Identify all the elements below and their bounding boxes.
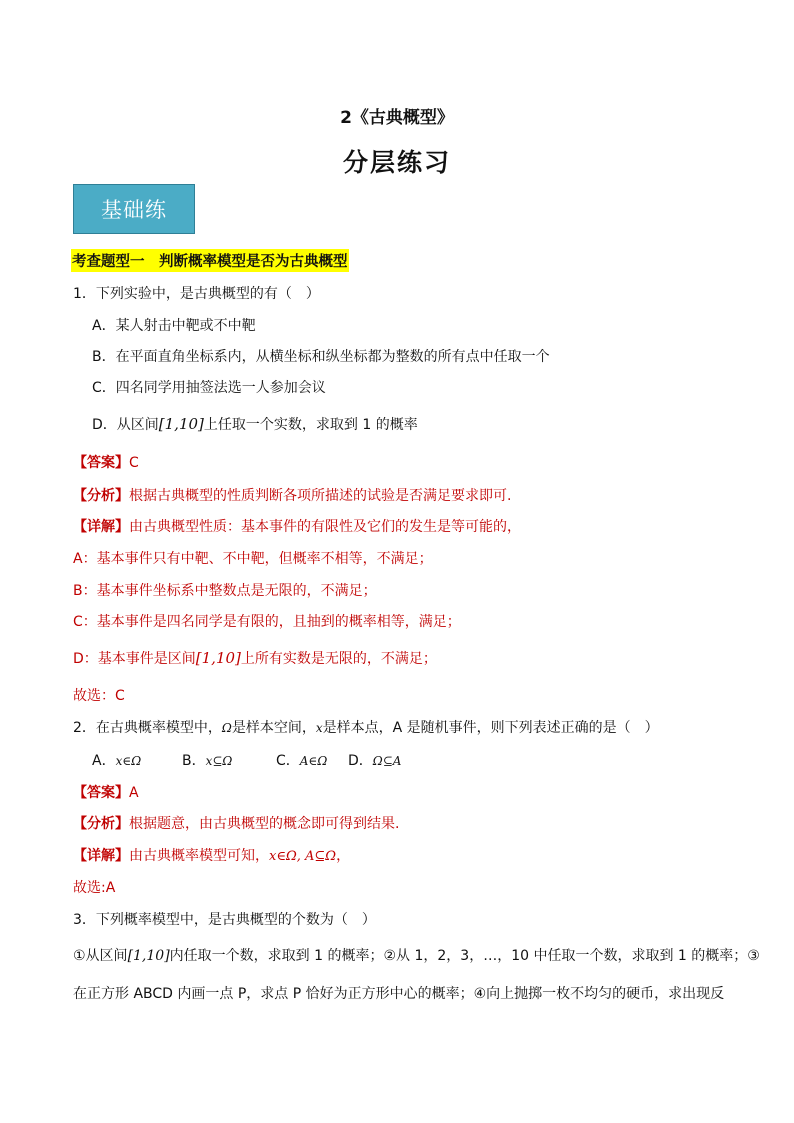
q1-answer (73, 452, 139, 472)
q1-line-d-prefix: D：基本事件是区间 (73, 651, 196, 667)
q1-stem: 1．下列实验中，是古典概型的有（ ） (73, 286, 320, 302)
q3-line-1 (73, 945, 760, 965)
q2-stem (73, 717, 659, 737)
section-heading: 考查题型一 判断概率模型是否为古典概型 (71, 249, 349, 272)
lesson-title: 2《古典概型》 (340, 108, 454, 128)
q1-option-a: A．某人射击中靶或不中靶 (92, 318, 256, 334)
q2-answer-value: A (129, 785, 139, 801)
q2-stem-omega: Ω (221, 721, 232, 735)
q1-analysis-text: 根据古典概型的性质判断各项所描述的试验是否满足要求即可. (129, 488, 512, 504)
q3-stem: 3．下列概率模型中，是古典概型的个数为（ ） (73, 912, 376, 928)
analysis-tag: 【分析】 (73, 488, 129, 504)
q2-option-c-math: A∈Ω (299, 754, 328, 768)
q1-detail-line-a: A：基本事件只有中靶、不中靶，但概率不相等，不满足； (73, 551, 433, 567)
q1-detail-line-b: B：基本事件坐标系中整数点是无限的，不满足； (73, 583, 377, 599)
detail-tag: 【详解】 (73, 519, 129, 535)
q1-answer-value: C (129, 455, 139, 471)
q3-line1-suffix: 内任取一个数，求取到 1 的概率；②从 1，2，3，…，10 中任取一个数，求取到 1 的概率；③ (169, 948, 760, 964)
q1-line-d-suffix: 上所有实数是无限的，不满足； (240, 651, 437, 667)
q2-stem-prefix: 2．在古典概率模型中， (73, 720, 222, 736)
q1-line-d-interval: [1,10] (195, 649, 241, 667)
q3-line-2: 在正方形 ABCD 内画一点 P，求点 P 恰好为正方形中心的概率；④向上抛掷一枚不均匀的硬币，求出现反 (73, 986, 725, 1002)
q2-option-b (182, 750, 232, 770)
q1-detail-line-d (73, 648, 437, 668)
q1-detail-text: 由古典概型性质：基本事件的有限性及它们的发生是等可能的， (129, 519, 521, 535)
q2-detail (73, 845, 350, 865)
q2-option-b-label: B． (182, 753, 206, 769)
q3-line1-interval: [1,10] (127, 948, 170, 964)
q2-option-a-math: x∈Ω (115, 754, 142, 768)
q2-conclusion: 故选:A (73, 880, 116, 896)
level-badge: 基础练 (73, 184, 195, 234)
q2-option-b-math: x⊆Ω (205, 754, 233, 768)
q1-option-d-interval: [1,10] (158, 415, 204, 433)
q1-detail-line-c: C：基本事件是四名同学是有限的，且抽到的概率相等，满足； (73, 614, 461, 630)
q1-option-d-prefix: D．从区间 (92, 417, 159, 433)
q1-conclusion: 故选：C (73, 688, 125, 704)
q2-detail-prefix: 由古典概率模型可知， (129, 848, 269, 864)
q2-option-c (276, 750, 327, 770)
q1-option-c: C．四名同学用抽签法选一人参加会议 (92, 380, 326, 396)
q2-option-d-label: D． (348, 753, 373, 769)
q2-stem-x: x (315, 721, 323, 735)
q2-answer (73, 782, 139, 802)
q1-option-d-suffix: 上任取一个实数，求取到 1 的概率 (203, 417, 418, 433)
answer-tag: 【答案】 (73, 785, 129, 801)
analysis-tag: 【分析】 (73, 816, 129, 832)
q1-option-b: B．在平面直角坐标系内，从横坐标和纵坐标都为整数的所有点中任取一个 (92, 349, 550, 365)
q2-detail-math: x∈Ω, A⊆Ω (269, 849, 337, 864)
q1-analysis (73, 485, 511, 505)
q1-option-d (92, 414, 418, 434)
answer-tag: 【答案】 (73, 455, 129, 471)
q2-analysis-text: 根据题意，由古典概型的概念即可得到结果. (129, 816, 400, 832)
detail-tag: 【详解】 (73, 848, 129, 864)
q2-stem-mid2: 是样本点，A 是随机事件，则下列表述正确的是（ ） (322, 720, 659, 736)
q2-option-d-math: Ω⊆A (372, 754, 402, 768)
q2-option-d (348, 750, 401, 770)
q2-detail-suffix: ， (336, 848, 351, 864)
q1-detail (73, 516, 521, 536)
q2-option-a-label: A． (92, 753, 116, 769)
q2-stem-mid1: 是样本空间， (231, 720, 316, 736)
q3-line1-prefix: ①从区间 (73, 948, 128, 964)
page-title: 分层练习 (342, 148, 451, 177)
q2-analysis (73, 813, 399, 833)
q2-option-a (92, 750, 141, 770)
q2-option-c-label: C． (276, 753, 300, 769)
